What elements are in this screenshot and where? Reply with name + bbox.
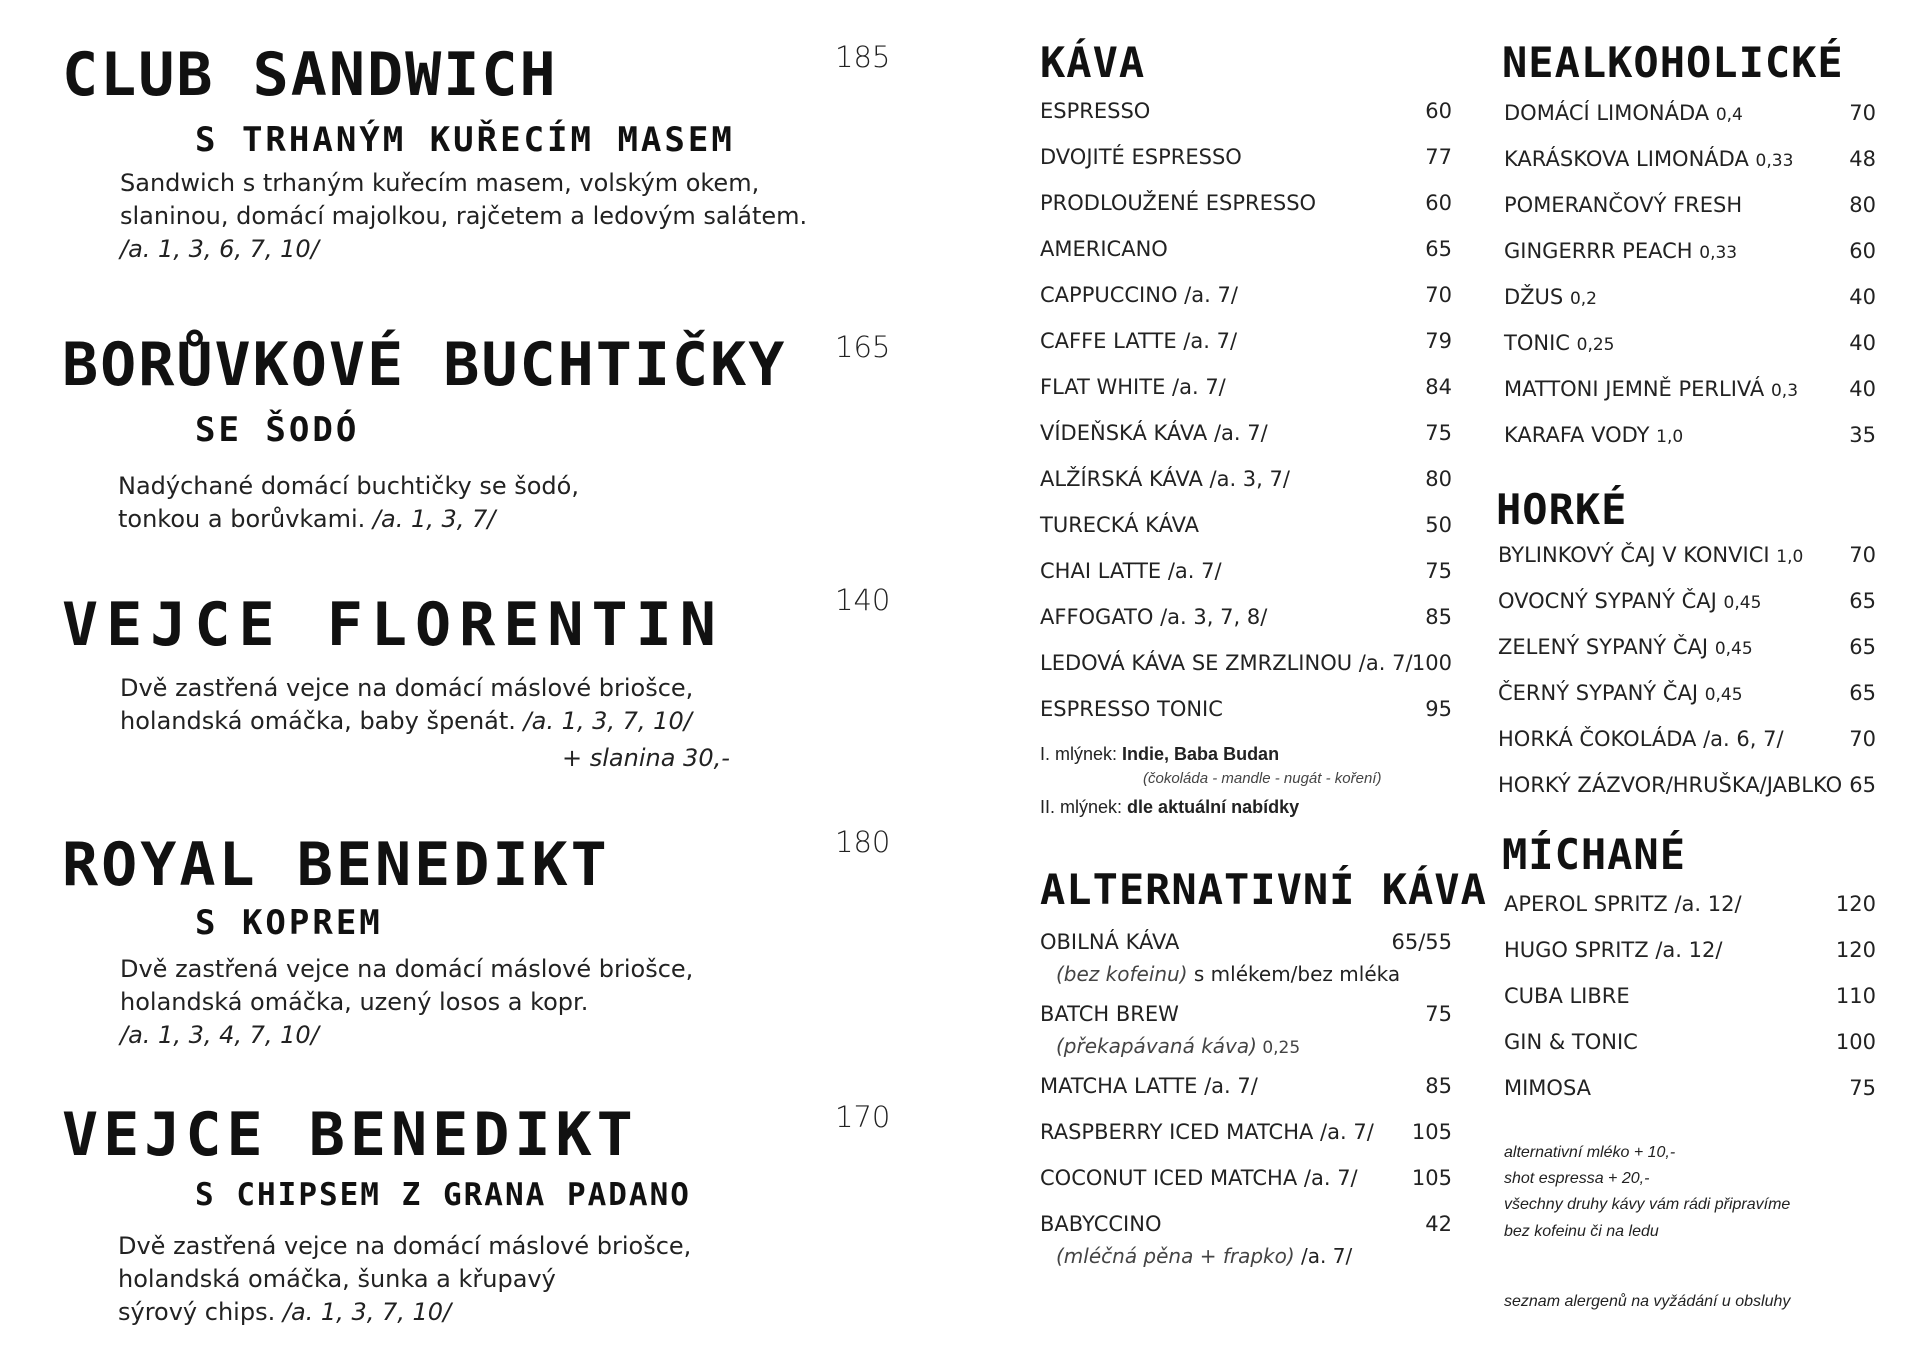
item-name-text: HORKÁ ČOKOLÁDA [1498, 727, 1697, 751]
item-price: 100 [1835, 1030, 1876, 1054]
item-name [1040, 283, 1238, 307]
item-name-text: GIN & TONIC [1504, 1030, 1638, 1054]
menu-item [1040, 605, 1452, 637]
menu-item [1040, 99, 1452, 131]
item-price: 65 [1849, 773, 1876, 797]
dish-description [120, 953, 693, 1052]
item-name [1498, 589, 1761, 613]
item-price: 40 [1849, 285, 1876, 309]
menu-item [1040, 191, 1452, 223]
item-subline-note: (překapávaná káva) [1056, 1034, 1257, 1058]
item-allergens: /a. 7/ [1303, 1166, 1358, 1190]
menu-item [1040, 467, 1452, 499]
item-name [1040, 697, 1223, 721]
item-name-text: BABYCCINO [1040, 1212, 1162, 1236]
item-price: 48 [1849, 147, 1876, 171]
menu-item [1504, 147, 1876, 179]
dish-desc-line: Dvě zastřená vejce na domácí máslové briošce, [120, 674, 694, 702]
item-allergens: /a. 7/ [1204, 1074, 1258, 1098]
dish-subtitle: S CHIPSEM Z GRANA PADANO [195, 1177, 691, 1213]
item-price: 75 [1425, 1002, 1452, 1026]
menu-item [1040, 1212, 1452, 1268]
menu-item [1040, 1002, 1452, 1058]
item-name [1040, 559, 1222, 583]
item-name-text: HUGO SPRITZ [1504, 938, 1649, 962]
item-price: 75 [1849, 1076, 1876, 1100]
item-price: 120 [1835, 892, 1876, 916]
item-name-text: DOMÁCÍ LIMONÁDA [1504, 101, 1710, 125]
item-name [1504, 147, 1793, 171]
section-title-michane: MÍCHANÉ [1502, 830, 1687, 879]
item-volume: 0,2 [1569, 289, 1597, 309]
dish-desc-line: holandská omáčka, uzený losos a kopr. [120, 988, 589, 1016]
item-name-text: HORKÝ ZÁZVOR/HRUŠKA/JABLKO [1498, 773, 1843, 797]
section-title-nealko: NEALKOHOLICKÉ [1502, 38, 1844, 87]
item-name-text: KARÁSKOVA LIMONÁDA [1504, 147, 1749, 171]
dish-allergens: /a. 1, 3, 7/ [372, 505, 496, 533]
dish-allergens: /a. 1, 3, 7, 10/ [523, 707, 692, 735]
item-name-text: BYLINKOVÝ ČAJ V KONVICI [1498, 543, 1770, 567]
dish-allergens: /a. 1, 3, 6, 7, 10/ [120, 235, 319, 263]
item-name-text: POMERANČOVÝ FRESH [1504, 193, 1743, 217]
dish-title: BORŮVKOVÉ BUCHTIČKY [62, 330, 787, 400]
item-name [1040, 1120, 1374, 1144]
menu-item [1504, 239, 1876, 271]
item-name [1040, 605, 1267, 629]
menu-item [1504, 892, 1876, 924]
item-price: 105 [1411, 1166, 1452, 1190]
grinder-one-label: I. mlýnek: [1040, 744, 1118, 764]
item-price: 85 [1425, 1074, 1452, 1098]
item-name-text: ALŽÍRSKÁ KÁVA [1040, 467, 1203, 491]
item-price: 40 [1849, 331, 1876, 355]
item-name-text: MATCHA LATTE [1040, 1074, 1198, 1098]
dish-desc-line: holandská omáčka, baby špenát. [120, 707, 516, 735]
item-volume: 0,33 [1699, 243, 1738, 263]
menu-item [1504, 1076, 1876, 1108]
item-name [1040, 145, 1242, 169]
allergen-notice: seznam alergenů na vyžádání u obsluhy [1504, 1293, 1791, 1310]
menu-item [1498, 543, 1876, 575]
note-line: všechny druhy kávy vám rádi připravíme [1504, 1196, 1791, 1213]
item-allergens: /a. 7/ [1320, 1120, 1374, 1144]
dish-price: 180 [835, 825, 891, 859]
item-price: 84 [1425, 375, 1452, 399]
item-price: 110 [1835, 984, 1876, 1008]
grinder-two [1040, 797, 1299, 818]
item-price: 70 [1849, 543, 1876, 567]
item-price: 50 [1425, 513, 1452, 537]
grinder-one-value: Indie, Baba Budan [1122, 744, 1280, 764]
dish-description [118, 470, 579, 536]
menu-item [1504, 331, 1876, 363]
item-name [1504, 423, 1683, 447]
item-name [1504, 285, 1597, 309]
item-name [1504, 1076, 1591, 1100]
item-name-text: MIMOSA [1504, 1076, 1592, 1100]
dish-desc-line: Dvě zastřená vejce na domácí máslové briošce, [118, 1232, 692, 1260]
item-name [1504, 377, 1798, 401]
item-allergens: /a. 7/ [1184, 283, 1238, 307]
item-subline [1056, 1034, 1300, 1058]
item-name-text: BATCH BREW [1040, 1002, 1179, 1026]
item-name-text: CUBA LIBRE [1504, 984, 1630, 1008]
item-name-text: DŽUS [1504, 285, 1564, 309]
menu-item [1040, 651, 1452, 683]
item-price: 65/55 [1391, 930, 1452, 954]
item-name-text: OVOCNÝ SYPANÝ ČAJ [1498, 589, 1717, 613]
item-name-text: TURECKÁ KÁVA [1040, 513, 1199, 537]
item-price: 105 [1411, 1120, 1452, 1144]
item-price: 65 [1849, 681, 1876, 705]
item-name [1040, 237, 1168, 261]
menu-item [1504, 423, 1876, 455]
item-price: 65 [1849, 635, 1876, 659]
item-name-text: ESPRESSO [1040, 99, 1151, 123]
item-name-text: VÍDEŇSKÁ KÁVA [1040, 421, 1208, 445]
item-name [1498, 681, 1743, 705]
item-name [1040, 421, 1268, 445]
item-price: 79 [1425, 329, 1452, 353]
item-volume: 0,33 [1755, 151, 1794, 171]
item-name-text: OBILNÁ KÁVA [1040, 930, 1180, 954]
menu-item [1498, 681, 1876, 713]
item-name [1040, 1212, 1161, 1236]
item-price: 120 [1835, 938, 1876, 962]
grinder-one-note: (čokoláda - mandle - nugát - koření) [1143, 770, 1382, 787]
item-price: 75 [1425, 559, 1452, 583]
item-name-text: AMERICANO [1040, 237, 1168, 261]
item-subline [1056, 1244, 1352, 1268]
menu-item [1040, 1074, 1452, 1106]
note-line: bez kofeinu či na ledu [1504, 1223, 1659, 1240]
item-name [1504, 1030, 1638, 1054]
menu-item [1504, 377, 1876, 409]
menu-item [1040, 697, 1452, 729]
item-name-text: APEROL SPRITZ [1504, 892, 1668, 916]
dish-allergens: /a. 1, 3, 4, 7, 10/ [120, 1021, 319, 1049]
item-price: 77 [1425, 145, 1452, 169]
item-allergens: /a. 12/ [1674, 892, 1742, 916]
menu-item [1040, 1166, 1452, 1198]
item-name [1504, 331, 1614, 355]
item-name-text: AFFOGATO [1040, 605, 1154, 629]
item-name [1040, 513, 1199, 537]
dish-price: 185 [835, 40, 891, 74]
item-price: 60 [1425, 191, 1452, 215]
item-name [1504, 892, 1742, 916]
item-name-text: TONIC [1504, 331, 1570, 355]
item-price: 40 [1849, 377, 1876, 401]
menu-item [1504, 984, 1876, 1016]
item-name-text: RASPBERRY ICED MATCHA [1040, 1120, 1314, 1144]
item-volume: 0,45 [1714, 639, 1753, 659]
item-name [1040, 930, 1179, 954]
dish-price: 170 [835, 1100, 891, 1134]
item-subline-note: (bez kofeinu) [1056, 962, 1188, 986]
item-name-text: DVOJITÉ ESPRESSO [1040, 145, 1242, 169]
item-allergens: /a. 7/ [1167, 559, 1222, 583]
dish-price: 165 [835, 330, 891, 364]
dish-description [120, 672, 693, 738]
item-price: 70 [1849, 101, 1876, 125]
item-name-text: KARAFA VODY [1504, 423, 1650, 447]
item-volume: 0,4 [1715, 105, 1743, 125]
item-price: 80 [1425, 467, 1452, 491]
dish-extra-option: + slanina 30,- [562, 744, 730, 772]
item-name-text: CHAI LATTE [1040, 559, 1162, 583]
dish-desc-line: tonkou a borůvkami. [118, 505, 366, 533]
note-line: alternativní mléko + 10,- [1504, 1144, 1676, 1161]
item-name [1504, 193, 1742, 217]
item-price: 70 [1849, 727, 1876, 751]
item-name [1040, 375, 1226, 399]
menu-item [1504, 101, 1876, 133]
menu-item [1040, 1120, 1452, 1152]
dish-desc-line: Sandwich s trhaným kuřecím masem, volským okem, [120, 169, 760, 197]
item-allergens: /a. 7/ [1213, 421, 1268, 445]
menu-item [1040, 513, 1452, 545]
item-price: 35 [1849, 423, 1876, 447]
item-allergens: /a. 6, 7/ [1703, 727, 1784, 751]
item-name [1498, 635, 1753, 659]
item-price: 70 [1425, 283, 1452, 307]
menu-item [1498, 635, 1876, 667]
item-name [1504, 938, 1722, 962]
section-title-horke: HORKÉ [1496, 485, 1628, 534]
dish-desc-line: slaninou, domácí majolkou, rajčetem a ledovým salátem. [120, 202, 808, 230]
item-allergens: /a. 7/ [1183, 329, 1238, 353]
item-name [1504, 239, 1737, 263]
item-allergens: /a. 3, 7/ [1209, 467, 1290, 491]
dish-desc-line: sýrový chips. [118, 1298, 276, 1326]
item-name [1498, 773, 1842, 797]
item-price: 60 [1425, 99, 1452, 123]
item-name [1040, 329, 1237, 353]
item-name [1040, 651, 1413, 675]
menu-item [1504, 193, 1876, 225]
menu-item [1498, 727, 1876, 759]
item-volume: 0,45 [1704, 685, 1743, 705]
dish-desc-line: Dvě zastřená vejce na domácí máslové briošce, [120, 955, 694, 983]
item-name [1040, 1074, 1258, 1098]
item-name [1040, 1002, 1179, 1026]
item-name-text: MATTONI JEMNĚ PERLIVÁ [1504, 377, 1765, 401]
item-name-text: COCONUT ICED MATCHA [1040, 1166, 1298, 1190]
dish-description [120, 167, 807, 266]
item-allergens: /a. 12/ [1655, 938, 1723, 962]
item-name [1504, 984, 1630, 1008]
item-subline-rest: /a. 7/ [1294, 1244, 1353, 1268]
item-name-text: LEDOVÁ KÁVA SE ZMRZLINOU [1040, 651, 1353, 675]
item-name [1504, 101, 1743, 125]
item-price: 75 [1425, 421, 1452, 445]
item-name-text: ZELENÝ SYPANÝ ČAJ [1498, 635, 1709, 659]
section-title-kava: KÁVA [1040, 38, 1146, 87]
item-price: 95 [1425, 697, 1452, 721]
menu-item [1504, 938, 1876, 970]
menu-item [1498, 589, 1876, 621]
item-name-text: GINGERRR PEACH [1504, 239, 1693, 263]
dish-allergens: /a. 1, 3, 7, 10/ [282, 1298, 452, 1326]
item-price: 65 [1849, 589, 1876, 613]
menu-item [1040, 283, 1452, 315]
grinder-one [1040, 744, 1279, 765]
item-name-text: ČERNÝ SYPANÝ ČAJ [1498, 681, 1699, 705]
menu-item [1040, 421, 1452, 453]
dish-subtitle: S KOPREM [195, 903, 383, 943]
dish-subtitle: SE ŠODÓ [195, 410, 360, 450]
item-volume: 1,0 [1656, 427, 1684, 447]
item-name [1040, 99, 1150, 123]
grinder-two-label: II. mlýnek: [1040, 797, 1123, 817]
item-volume: 0,25 [1256, 1038, 1301, 1058]
dish-subtitle: S TRHANÝM KUŘECÍM MASEM [195, 120, 735, 160]
item-name [1498, 727, 1784, 751]
dish-title: VEJCE FLORENTIN [62, 590, 724, 660]
menu-item [1040, 375, 1452, 407]
item-price: 42 [1425, 1212, 1452, 1236]
item-name-text: CAPPUCCINO [1040, 283, 1178, 307]
item-name-text: PRODLOUŽENÉ ESPRESSO [1040, 191, 1317, 215]
item-name [1040, 191, 1316, 215]
menu-item [1040, 145, 1452, 177]
item-volume: 0,45 [1723, 593, 1762, 613]
item-name-text: FLAT WHITE [1040, 375, 1166, 399]
menu-item [1040, 329, 1452, 361]
item-price: 65 [1425, 237, 1452, 261]
menu-item [1040, 930, 1452, 986]
grinder-two-value: dle aktuální nabídky [1127, 797, 1300, 817]
menu-item [1040, 559, 1452, 591]
dish-desc-line: holandská omáčka, šunka a křupavý [118, 1265, 556, 1293]
section-title-alternativni: ALTERNATIVNÍ KÁVA [1040, 865, 1487, 914]
menu-item [1498, 773, 1876, 805]
item-subline-rest: s mlékem/bez mléka [1187, 962, 1401, 986]
item-name [1040, 1166, 1358, 1190]
dish-title: CLUB SANDWICH [62, 40, 558, 110]
dish-price: 140 [835, 583, 891, 617]
menu-item [1504, 285, 1876, 317]
item-allergens: /a. 7/ [1358, 651, 1413, 675]
item-volume: 1,0 [1776, 547, 1804, 567]
item-subline-note: (mléčná pěna + frapko) [1056, 1244, 1295, 1268]
item-price: 80 [1849, 193, 1876, 217]
item-allergens: /a. 7/ [1172, 375, 1226, 399]
item-name [1040, 467, 1290, 491]
item-price: 100 [1411, 651, 1452, 675]
item-price: 60 [1849, 239, 1876, 263]
item-name-text: CAFFE LATTE [1040, 329, 1177, 353]
item-volume: 0,3 [1770, 381, 1799, 401]
menu-item [1504, 1030, 1876, 1062]
dish-title: VEJCE BENEDIKT [62, 1100, 638, 1170]
item-allergens: /a. 3, 7, 8/ [1160, 605, 1268, 629]
item-volume: 0,25 [1576, 335, 1615, 355]
item-price: 85 [1425, 605, 1452, 629]
item-subline [1056, 962, 1400, 986]
menu-item [1040, 237, 1452, 269]
item-name-text: ESPRESSO TONIC [1040, 697, 1223, 721]
dish-description [118, 1230, 691, 1329]
dish-desc-line: Nadýchané domácí buchtičky se šodó, [118, 472, 579, 500]
note-line: shot espressa + 20,- [1504, 1170, 1650, 1187]
item-name [1498, 543, 1803, 567]
dish-title: ROYAL BENEDIKT [62, 830, 610, 900]
